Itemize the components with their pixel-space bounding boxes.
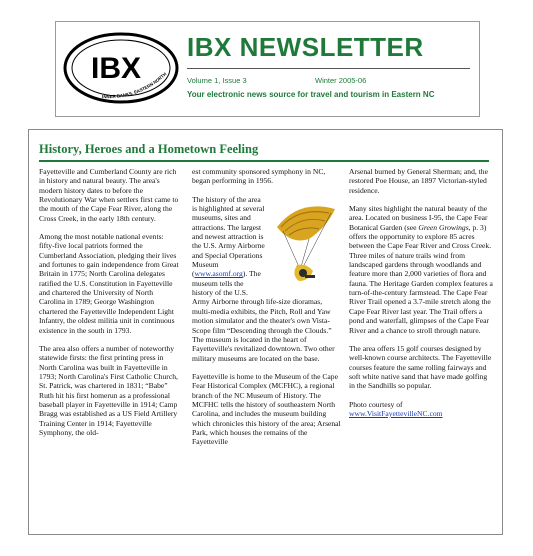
issue-volume: Volume 1, Issue 3 xyxy=(187,76,247,85)
newsletter-header xyxy=(55,21,480,117)
paragraph: The area offers 15 golf courses designed by well-known course architects. The Fayetteville courses feature the same rolling fairways and soft white native sand that have made golfing in the Sandhills so popular. xyxy=(349,343,492,391)
logo-ring-text: INNER BANKS, EASTERN NORTH xyxy=(101,71,168,100)
paragraph: Fayetteville is home to the Museum of the Cape Fear Historical Complex (MCFHC), a regional branch of the NC Museum of History. The MCFHC tells the history of southeastern North Carolina, and includes the museum building which chronicles this history of the area; Arsenal Park, which houses the remains of the Fayetteville xyxy=(192,371,341,447)
ibx-logo xyxy=(62,30,180,106)
article-column-2 xyxy=(192,167,342,456)
parachute-photo xyxy=(269,197,342,294)
article-box xyxy=(28,129,503,535)
paragraph: Arsenal burned by General Sherman; and, the restored Poe House, an 1897 Victorian-styled residence. xyxy=(349,167,488,195)
paragraph: Among the most notable national events: fifty-five local patriots formed the Cumberland Association, pledging their lives and fortunes to gain independence from Great Britain in 1775; North Carolina delegates ratified the U.S. Constitution in Fayetteville and chartered the University of North Carolina in 1789; George Washington chartered the Fayetteville Independent Light Infantry, the oldest militia unit in continuous existence in the south in 1793. xyxy=(39,232,179,335)
logo-text: IBX xyxy=(90,52,142,85)
paragraph-text: ). The museum tells the history of the U.S. Army Airborne through life-size dioramas, multi-media exhibits, the Pitch, Roll and Yaw motion simulator and the theater's own Vista-Scope film “Descending through the Clouds.” The museum is located in the heart of Fayetteville's revitalized downtown. Two other military museums are located on the base. xyxy=(192,269,335,363)
article-column-1 xyxy=(39,167,179,446)
paragraph-museum xyxy=(192,195,342,363)
article-title-rule xyxy=(39,160,489,162)
paragraph: The area also offers a number of noteworthy statewide firsts: the first printing press in North Carolina was built in Fayetteville in 1793; North Carolina's First Catholic Church, St. Patrick, was chartered in 1831; “Babe” Ruth hit his first homerun as a professional baseball player in Fayetteville in 1914; Camp Bragg was established as a US Field Artillery Training Center in 1914; Fayetteville Symphony, the old- xyxy=(39,343,178,437)
tagline: Your electronic news source for travel and tourism in Eastern NC xyxy=(187,90,435,99)
paragraph xyxy=(349,204,494,335)
title-rule xyxy=(187,68,470,69)
paragraph: Fayetteville and Cumberland County are rich in history and natural beauty. The area's modern history dates to before the Revolutionary War when settlers first came to the mouth of the Cape Fear River, along the Cross Creek, in the early 18th century. xyxy=(39,167,179,223)
paragraph-text: The history of the area is highlighted at several museums, sites and attractions. The largest and newest attraction is the U.S. Army Airborne and Special Operations Museum ( xyxy=(192,194,265,279)
paragraph: est community sponsored symphony in NC, began performing in 1956. xyxy=(192,167,326,186)
photo-credit-text: Photo courtesy of xyxy=(349,399,403,409)
green-growings-ref: Green Growings xyxy=(418,222,469,232)
article-title: History, Heroes and a Hometown Feeling xyxy=(39,142,259,156)
paragraph-text: , p. 3) offers the opportunity to explore 85 acres between the Cape Fear River and Cross Creek. Three miles of nature trails wind from landscaped gardens through woodlands and feature more than 2,000 varieties of flora and fauna. The Heritage Garden complex features a turn-of-the-century farmstead. The Cape Fear River Trail opened a 3.7-mile stretch along the Cape Fear River last year. The Trail offers a pond and waterfall, glimpses of the Cape Fear River and a chance to stroll through nature. xyxy=(349,222,493,335)
newsletter-title: IBX NEWSLETTER xyxy=(187,32,424,62)
asomf-link[interactable]: www.asomf.org xyxy=(194,269,243,279)
visit-fayetteville-link[interactable]: www.VisitFayettevilleNC.com xyxy=(349,408,443,418)
issue-date: Winter 2005-06 xyxy=(315,76,367,85)
paragraph-text: Many sites highlight the natural beauty of the area. Located on business I-95, the Cape Fear Botanical Garden (see xyxy=(349,204,488,232)
photo-credit xyxy=(349,400,494,419)
article-column-3 xyxy=(349,167,494,418)
